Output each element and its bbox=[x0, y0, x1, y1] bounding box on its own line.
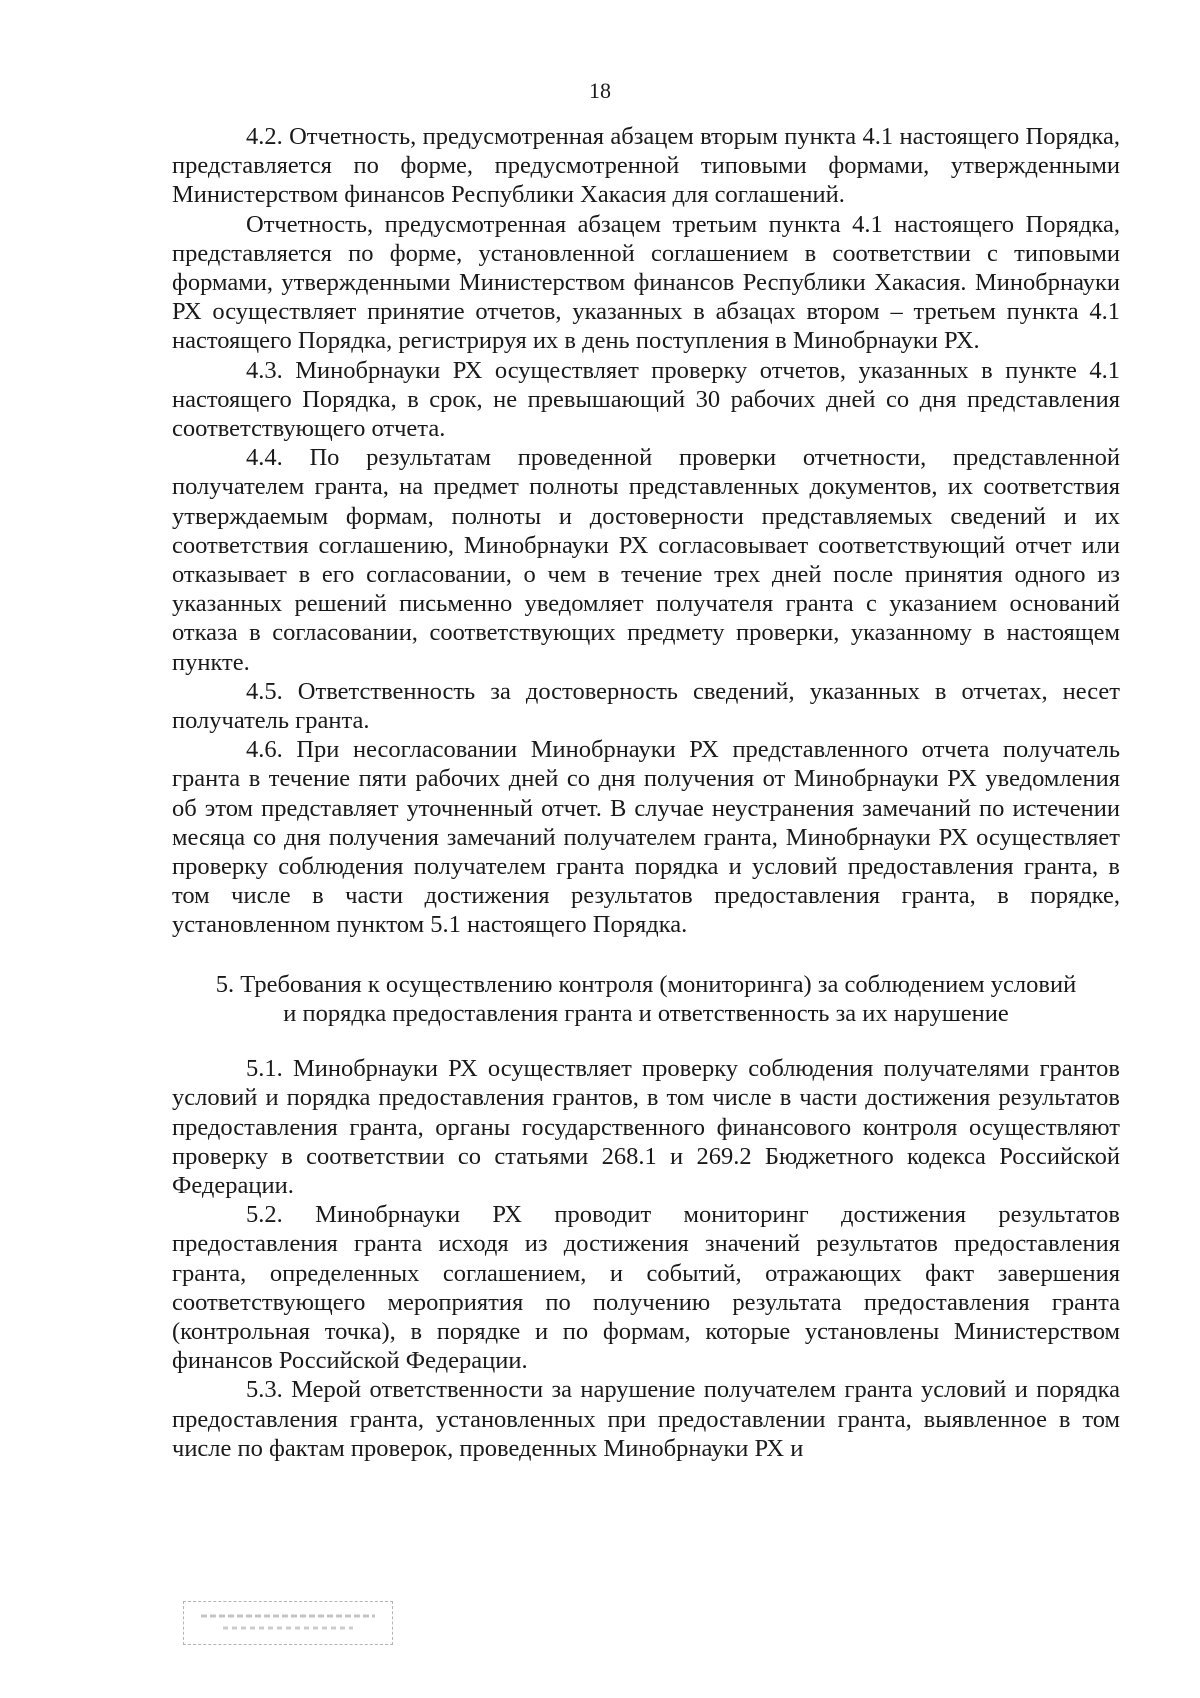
paragraph-5-1: 5.1. Минобрнауки РХ осуществляет проверку соблюдения получателями грантов условий и порядка предоставления грантов, в том числе в части достижения результатов предоставления гранта, органы государственного финансового контроля осуществляют проверку в соответствии со статьями 268.1 и 269.2 Бюджетного кодекса Российской Федерации. bbox=[172, 1055, 1120, 1199]
faded-stamp bbox=[183, 1601, 393, 1645]
paragraph-4-3: 4.3. Минобрнауки РХ осуществляет проверку отчетов, указанных в пункте 4.1 настоящего Порядка, в срок, не превышающий 30 рабочих дней со дня представления соответствующего отчета. bbox=[172, 356, 1120, 443]
paragraph-5-2: 5.2. Минобрнауки РХ проводит мониторинг достижения результатов предоставления гранта исходя из достижения значений результатов предоставления гранта, определенных соглашением, и событий, отражающих факт завершения соответствующего мероприятия по получению результата предоставления гранта (контрольная точка), в порядке и по формам, которые установлены Министерством финансов Российской Федерации. bbox=[172, 1201, 1120, 1375]
section-5-heading-line-2: и порядка предоставления гранта и ответственность за их нарушение bbox=[283, 999, 1009, 1027]
page-number: 18 bbox=[589, 78, 611, 103]
section-5-heading-line-1: 5. Требования к осуществлению контроля (мониторинга) за соблюдением условий bbox=[215, 970, 1077, 998]
paragraph-4-2-reporting: Отчетность, предусмотренная абзацем третьим пункта 4.1 настоящего Порядка, представляется по форме, установленной соглашением в соответствии с типовыми формами, утвержденными Министерством финансов Республики Хакасия. Минобрнауки РХ осуществляет принятие отчетов, указанных в абзацах втором – третьем пункта 4.1 настоящего Порядка, регистрируя их в день поступления в Минобрнауки РХ. bbox=[172, 210, 1120, 355]
paragraph-5-3: 5.3. Мерой ответственности за нарушение получателем гранта условий и порядка предоставления гранта, установленных при предоставлении гранта, выявленное в том числе по фактам проверок, проведенных Минобрнауки РХ и bbox=[172, 1376, 1120, 1462]
faded-stamp-scribble bbox=[193, 1608, 383, 1636]
section-5-heading bbox=[172, 970, 1120, 1028]
paragraph-4-4: 4.4. По результатам проведенной проверки отчетности, представленной получателем гранта, на предмет полноты представленных документов, их соответствия утверждаемым формам, полноты и достоверности представляемых сведений и их соответствия соглашению, Минобрнауки РХ согласовывает соответствующий отчет или отказывает в его согласовании, о чем в течение трех дней после принятия одного из указанных решений письменно уведомляет получателя гранта с указанием оснований отказа в согласовании, соответствующих предмету проверки, указанному в настоящем пункте. bbox=[172, 444, 1120, 676]
paragraph-4-2: 4.2. Отчетность, предусмотренная абзацем вторым пункта 4.1 настоящего Порядка, представляется по форме, предусмотренной типовыми формами, утвержденными Министерством финансов Республики Хакасия для соглашений. bbox=[172, 123, 1120, 209]
paragraph-4-5: 4.5. Ответственность за достоверность сведений, указанных в отчетах, несет получатель гранта. bbox=[172, 677, 1120, 735]
document-body bbox=[172, 122, 1120, 1463]
paragraph-4-6: 4.6. При несогласовании Минобрнауки РХ представленного отчета получатель гранта в течение пяти рабочих дней со дня получения от Минобрнауки РХ уведомления об этом представляет уточненный отчет. В случае неустранения замечаний по истечении месяца со дня получения замечаний получателем гранта, Минобрнауки РХ осуществляет проверку соблюдения получателем гранта порядка и условий предоставления гранта, в том числе в части достижения результатов предоставления гранта, в порядке, установленном пунктом 5.1 настоящего Порядка. bbox=[172, 736, 1120, 939]
